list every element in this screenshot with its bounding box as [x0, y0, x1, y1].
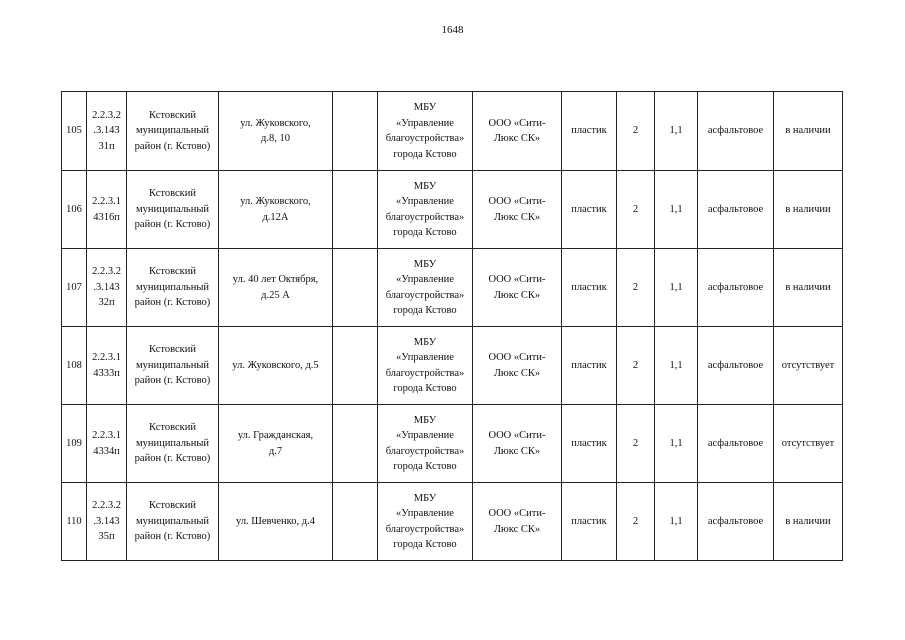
status-cell: в наличии — [774, 92, 843, 171]
operator-cell: ООО «Сити- Люкс СК» — [473, 92, 562, 171]
row-number-cell: 105 — [62, 92, 87, 171]
volume-cell: 1,1 — [655, 92, 698, 171]
address-cell: ул. Жуковского, д.5 — [219, 327, 333, 405]
owner-cell: МБУ «Управление благоустройства» города Кстово — [378, 92, 473, 171]
table-row — [62, 171, 843, 249]
material-cell: пластик — [562, 249, 617, 327]
page-number: 1648 — [441, 24, 464, 36]
container-count-cell: 2 — [617, 171, 655, 249]
material-cell: пластик — [562, 405, 617, 483]
table-row — [62, 483, 843, 561]
owner-cell: МБУ «Управление благоустройства» города Кстово — [378, 483, 473, 561]
row-number-cell: 110 — [62, 483, 87, 561]
status-cell: в наличии — [774, 171, 843, 249]
district-cell: Кстовский муниципальный район (г. Кстово) — [127, 249, 219, 327]
address-cell: ул. Жуковского, д.12А — [219, 171, 333, 249]
volume-cell: 1,1 — [655, 327, 698, 405]
status-cell: в наличии — [774, 483, 843, 561]
district-cell: Кстовский муниципальный район (г. Кстово) — [127, 483, 219, 561]
table-row — [62, 327, 843, 405]
site-code-cell: 2.2.3.1 4316п — [87, 171, 127, 249]
empty-cell — [333, 327, 378, 405]
material-cell: пластик — [562, 327, 617, 405]
material-cell: пластик — [562, 171, 617, 249]
container-count-cell: 2 — [617, 92, 655, 171]
owner-cell: МБУ «Управление благоустройства» города Кстово — [378, 327, 473, 405]
district-cell: Кстовский муниципальный район (г. Кстово) — [127, 92, 219, 171]
table-row — [62, 92, 843, 171]
empty-cell — [333, 92, 378, 171]
row-number-cell: 106 — [62, 171, 87, 249]
row-number-cell: 107 — [62, 249, 87, 327]
material-cell: пластик — [562, 92, 617, 171]
district-cell: Кстовский муниципальный район (г. Кстово) — [127, 327, 219, 405]
volume-cell: 1,1 — [655, 483, 698, 561]
table-row — [62, 249, 843, 327]
site-code-cell: 2.2.3.1 4334п — [87, 405, 127, 483]
operator-cell: ООО «Сити- Люкс СК» — [473, 405, 562, 483]
container-count-cell: 2 — [617, 327, 655, 405]
owner-cell: МБУ «Управление благоустройства» города Кстово — [378, 405, 473, 483]
status-cell: в наличии — [774, 249, 843, 327]
operator-cell: ООО «Сити- Люкс СК» — [473, 249, 562, 327]
empty-cell — [333, 483, 378, 561]
surface-cell: асфальтовое — [698, 483, 774, 561]
empty-cell — [333, 249, 378, 327]
address-cell: ул. Шевченко, д.4 — [219, 483, 333, 561]
volume-cell: 1,1 — [655, 249, 698, 327]
status-cell: отсутствует — [774, 327, 843, 405]
empty-cell — [333, 171, 378, 249]
surface-cell: асфальтовое — [698, 92, 774, 171]
container-count-cell: 2 — [617, 483, 655, 561]
site-code-cell: 2.2.3.1 4333п — [87, 327, 127, 405]
site-code-cell: 2.2.3.2 .3.143 32п — [87, 249, 127, 327]
surface-cell: асфальтовое — [698, 405, 774, 483]
surface-cell: асфальтовое — [698, 249, 774, 327]
address-cell: ул. 40 лет Октября, д.25 А — [219, 249, 333, 327]
container-count-cell: 2 — [617, 249, 655, 327]
address-cell: ул. Гражданская, д.7 — [219, 405, 333, 483]
owner-cell: МБУ «Управление благоустройства» города Кстово — [378, 171, 473, 249]
volume-cell: 1,1 — [655, 171, 698, 249]
site-code-cell: 2.2.3.2 .3.143 31п — [87, 92, 127, 171]
district-cell: Кстовский муниципальный район (г. Кстово) — [127, 405, 219, 483]
surface-cell: асфальтовое — [698, 171, 774, 249]
table-row — [62, 405, 843, 483]
site-code-cell: 2.2.3.2 .3.143 35п — [87, 483, 127, 561]
volume-cell: 1,1 — [655, 405, 698, 483]
district-cell: Кстовский муниципальный район (г. Кстово) — [127, 171, 219, 249]
address-cell: ул. Жуковского, д.8, 10 — [219, 92, 333, 171]
owner-cell: МБУ «Управление благоустройства» города Кстово — [378, 249, 473, 327]
registry-table — [61, 91, 843, 561]
material-cell: пластик — [562, 483, 617, 561]
empty-cell — [333, 405, 378, 483]
operator-cell: ООО «Сити- Люкс СК» — [473, 327, 562, 405]
row-number-cell: 108 — [62, 327, 87, 405]
operator-cell: ООО «Сити- Люкс СК» — [473, 171, 562, 249]
container-count-cell: 2 — [617, 405, 655, 483]
row-number-cell: 109 — [62, 405, 87, 483]
status-cell: отсутствует — [774, 405, 843, 483]
surface-cell: асфальтовое — [698, 327, 774, 405]
operator-cell: ООО «Сити- Люкс СК» — [473, 483, 562, 561]
